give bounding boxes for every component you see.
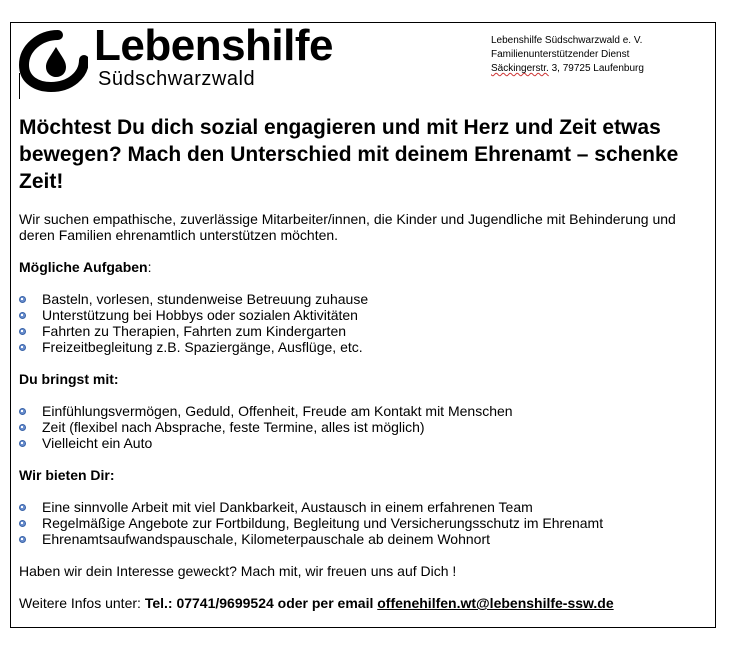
address-line-3 — [491, 62, 644, 76]
logo-region: Südschwarzwald — [98, 68, 256, 90]
offers-list — [19, 499, 709, 547]
list-item-text: Einfühlungsvermögen, Geduld, Offenheit, Freude am Kontakt mit Menschen — [42, 403, 513, 419]
bullet-icon — [19, 408, 26, 415]
address-line-1: Lebenshilfe Südschwarzwald e. V. — [491, 35, 643, 46]
bullet-icon — [19, 520, 26, 527]
section-title-tasks — [19, 259, 709, 275]
contact-email-link[interactable]: offenehilfen.wt@lebenshilfe-ssw.de — [377, 595, 614, 611]
bullet-icon — [19, 536, 26, 543]
list-item-text: Ehrenamtsaufwandspauschale, Kilometerpauschale ab deinem Wohnort — [42, 531, 491, 547]
list-item — [19, 403, 709, 419]
list-item — [19, 291, 709, 307]
bullet-icon — [19, 312, 26, 319]
lebenshilfe-emblem-icon — [18, 27, 88, 97]
logo-name: Lebenshilfe — [94, 21, 333, 70]
list-item-text: Freizeitbegleitung z.B. Spaziergänge, Ausflüge, etc. — [42, 339, 363, 355]
list-item-text: Vielleicht ein Auto — [42, 435, 153, 451]
section-title-text: Mögliche Aufgaben — [19, 259, 148, 275]
bullet-icon — [19, 328, 26, 335]
lebenshilfe-logo — [18, 21, 348, 97]
list-item — [19, 339, 709, 355]
headline: Möchtest Du dich sozial engagieren und mit Herz und Zeit etwas bewegen? Mach den Unterschied mit deinem Ehrenamt – schenke Zeit! — [19, 116, 679, 193]
requirements-list — [19, 403, 709, 451]
list-item-text: Fahrten zu Therapien, Fahrten zum Kindergarten — [42, 323, 347, 339]
address-line-3-rest: 3, 79725 Laufenburg — [548, 63, 644, 74]
logo-rule — [19, 73, 20, 99]
contact-line — [19, 595, 709, 611]
contact-prefix: Weitere Infos unter: — [19, 595, 145, 611]
list-item — [19, 307, 709, 323]
list-item-text: Regelmäßige Angebote zur Fortbildung, Begleitung und Versicherungsschutz im Ehrenamt — [42, 515, 604, 531]
section-title-offers: Wir bieten Dir: — [19, 467, 115, 483]
bullet-icon — [19, 344, 26, 351]
list-item — [19, 531, 709, 547]
list-item-text: Eine sinnvolle Arbeit mit viel Dankbarkeit, Austausch in einem erfahrenen Team — [42, 499, 533, 515]
contact-phone: Tel.: 07741/9699524 oder per email — [144, 595, 378, 611]
list-item — [19, 515, 709, 531]
body-content — [19, 211, 709, 611]
address-street: Säckingerstr. — [491, 63, 549, 74]
list-item-text: Zeit (flexibel nach Absprache, feste Termine, alles ist möglich) — [42, 419, 425, 435]
address-line-2: Familienunterstützender Dienst — [491, 49, 630, 60]
sender-address — [491, 34, 644, 76]
closing-text: Haben wir dein Interesse geweckt? Mach mit, wir freuen uns auf Dich ! — [19, 563, 457, 579]
list-item-text: Unterstützung bei Hobbys oder sozialen Aktivitäten — [42, 307, 358, 323]
section-title-colon: : — [147, 259, 152, 275]
tasks-list — [19, 291, 709, 355]
bullet-icon — [19, 440, 26, 447]
list-item-text: Basteln, vorlesen, stundenweise Betreuung zuhause — [42, 291, 369, 307]
list-item — [19, 323, 709, 339]
bullet-icon — [19, 504, 26, 511]
list-item — [19, 419, 709, 435]
section-title-requirements: Du bringst mit: — [19, 371, 119, 387]
intro-text: Wir suchen empathische, zuverlässige Mitarbeiter/innen, die Kinder und Jugendliche mit Behinderung und deren Familien ehrenamtlich unterstützen möchten. — [19, 211, 676, 243]
list-item — [19, 435, 709, 451]
bullet-icon — [19, 296, 26, 303]
list-item — [19, 499, 709, 515]
bullet-icon — [19, 424, 26, 431]
